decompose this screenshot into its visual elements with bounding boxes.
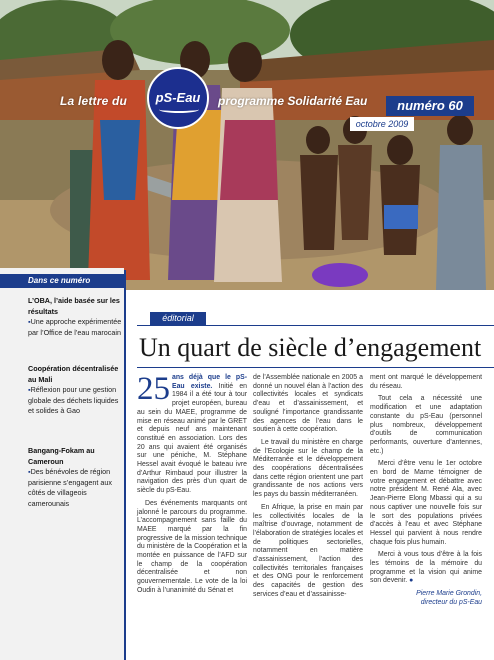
pseau-logo bbox=[147, 67, 209, 129]
sidebar-divider bbox=[124, 270, 126, 660]
logo-wave-icon bbox=[159, 106, 199, 113]
lead-text: ans déjà que le pS-Eau existe. bbox=[172, 374, 247, 390]
headline: Un quart de siècle d’engagement bbox=[139, 333, 482, 362]
article-paragraph: Des événements marquants ont jalonné le parcours du programme. L’accompagnement sans faille du MAEE marqué par la fin progressive de la mission technique du ministère de la Coopération et la montée en puissance de l’AFD sur le champ de la coopération décentralisée et non gouvernementale. Le vote de la loi Oudin à l’unanimité du Sénat et bbox=[137, 499, 247, 594]
drop-cap: 25 bbox=[137, 371, 170, 407]
rule-bottom bbox=[137, 367, 494, 368]
article-paragraph: Le travail du ministère en charge de l’Ecologie sur le champ de la Méditerranée et le développement des coopérations décentralisées dans cette région orientent une part grandissante de nos actions vers les pays du bassin méditerranéen. bbox=[253, 438, 363, 499]
sidebar-bullet: ▪ Une approche expérimentée par l’Office de l’eau marocain bbox=[28, 317, 122, 338]
issue-date: octobre 2009 bbox=[350, 117, 414, 131]
article-paragraph: En Afrique, la prise en main par les collectivités locales de la maîtrise d’ouvrage, notamment de l’élaboration de stratégies locales et de politiques sectorielles, notamment en matière d’assainissement, l’action des collectivités territoriales françaises et des ONG pour le renforcement des capacités de gestion des services d’eau et d’assainisse- bbox=[253, 503, 363, 598]
sidebar-bullet: ▪ Des bénévoles de région parisienne s’engagent aux côtés de villageois camerounais bbox=[28, 467, 122, 509]
article-paragraph bbox=[370, 551, 482, 586]
cover-photo-illustration bbox=[0, 0, 494, 290]
article-paragraph: Tout cela a nécessité une modification et une adaptation constante du pS-Eau (personnel plus nombreux, développement d’outils de communication performants, ouverture d’antennes, etc.) bbox=[370, 395, 482, 455]
article-paragraph: de l’Assemblée nationale en 2005 a donné un nouvel élan à l’action des collectivités locales et syndicats d’eau et d’assainissement, et souligné l’importance grandissante des agences de l’eau dans le soutien à cette coopération. bbox=[253, 374, 363, 434]
logo-text: pS-Eau bbox=[155, 90, 201, 105]
sidebar-title: Dans ce numéro bbox=[0, 274, 124, 288]
article-column-2 bbox=[253, 374, 363, 604]
sidebar-heading: Coopération décentralisée au Mali bbox=[28, 364, 119, 384]
sidebar-section-mali[interactable] bbox=[28, 364, 122, 417]
editorial-tag: éditorial bbox=[150, 312, 206, 325]
article-paragraph: Merci d’être venu le 1er octobre en bord de Marne témoigner de votre engagement et débattre avec notre président M. René Ala, avec Jean-Pierre Elong Mbassi qui a su nous captiver une nouvelle fois sur le sort des populations privées d’accès à l’eau et avec Stéphane Hessel qui parvient à nous rendre chaque fois plus humain. bbox=[370, 460, 482, 546]
signature-name: Pierre Marie Grondin, bbox=[416, 590, 482, 598]
rule-top bbox=[137, 325, 494, 326]
end-mark-icon: ● bbox=[409, 577, 414, 585]
paragraph-text: Initié en 1984 il a été tour à tour projet européen, bureau au sein du MAEE, programme de mise en réseau animé par le GRET et depuis neuf ans maintenant constitué en association. Lors des 20 ans qui avaient été organisés sur une péniche, M. Stéphane Hessel avait évoqué le bateau ivre d’Arthur Rimbaud pour illustrer la navigation des près d’un quart de siècle du pS-Eau. bbox=[137, 382, 247, 495]
article-column-3 bbox=[370, 374, 482, 608]
article-column-1 bbox=[137, 371, 247, 600]
sidebar-heading: L’OBA, l’aide basée sur les résultats bbox=[28, 296, 120, 316]
article-paragraph bbox=[137, 371, 247, 496]
sidebar-section-cameroun[interactable] bbox=[28, 446, 122, 509]
header-lettre: La lettre du bbox=[60, 94, 128, 108]
sidebar-bullet: ▪ Réflexion pour une gestion globale des déchets liquides et solides à Gao bbox=[28, 385, 122, 417]
article-paragraph: ment ont marqué le développement du réseau. bbox=[370, 374, 482, 390]
signature-role: directeur du pS-Eau bbox=[420, 598, 482, 606]
sidebar-section-oba[interactable] bbox=[28, 296, 122, 338]
cover-photo bbox=[0, 0, 494, 290]
issue-number: numéro 60 bbox=[386, 96, 474, 116]
paragraph-text: Merci à vous tous d’être à la fois les témoins de la mémoire du programme et la vision qui anime son devenir. bbox=[370, 551, 482, 585]
sidebar-heading: Bangang-Fokam au Cameroun bbox=[28, 446, 95, 466]
header-programme: programme Solidarité Eau bbox=[218, 94, 368, 108]
